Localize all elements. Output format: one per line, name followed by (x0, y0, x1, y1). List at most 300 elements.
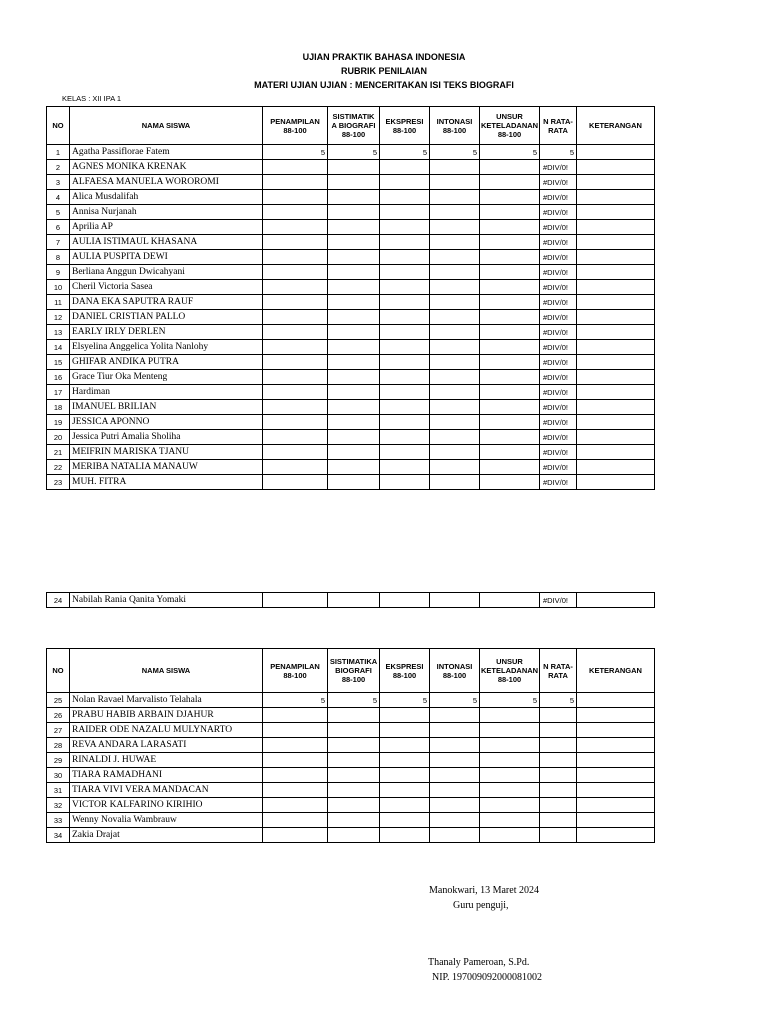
cell-ekspresi (380, 295, 430, 310)
cell-no: 9 (47, 265, 70, 280)
score-table-3 (46, 648, 655, 843)
cell-intonasi (430, 783, 480, 798)
cell-unsur (480, 593, 540, 608)
cell-penampilan (263, 738, 328, 753)
cell-rata (540, 828, 577, 843)
cell-name: AGNES MONIKA KRENAK (70, 160, 263, 175)
cell-name: DANA EKA SAPUTRA RAUF (70, 295, 263, 310)
cell-keterangan (577, 460, 655, 475)
cell-unsur (480, 738, 540, 753)
table-row (47, 475, 655, 490)
cell-name: Annisa Nurjanah (70, 205, 263, 220)
cell-sistematika (328, 370, 380, 385)
cell-intonasi (430, 340, 480, 355)
cell-unsur (480, 340, 540, 355)
cell-ekspresi (380, 400, 430, 415)
cell-ekspresi (380, 460, 430, 475)
doc-title: UJIAN PRAKTIK BAHASA INDONESIA (302, 52, 466, 62)
cell-keterangan (577, 235, 655, 250)
cell-sistematika (328, 430, 380, 445)
cell-rata (540, 783, 577, 798)
cell-keterangan (577, 783, 655, 798)
cell-intonasi (430, 723, 480, 738)
cell-ekspresi (380, 415, 430, 430)
cell-keterangan (577, 310, 655, 325)
cell-penampilan (263, 250, 328, 265)
cell-rata (540, 813, 577, 828)
cell-ekspresi (380, 445, 430, 460)
cell-keterangan (577, 593, 655, 608)
cell-ekspresi (380, 190, 430, 205)
cell-sistematika (328, 593, 380, 608)
cell-keterangan (577, 828, 655, 843)
table-row (47, 220, 655, 235)
cell-ekspresi (380, 325, 430, 340)
cell-rata: #DIV/0! (540, 220, 577, 235)
table-row (47, 708, 655, 723)
cell-unsur (480, 445, 540, 460)
cell-keterangan (577, 723, 655, 738)
cell-keterangan (577, 250, 655, 265)
col-unsur: UNSUR KETELADANAN 88-100 (480, 107, 540, 145)
cell-name: Berliana Anggun Dwicahyani (70, 265, 263, 280)
cell-keterangan (577, 265, 655, 280)
cell-unsur (480, 783, 540, 798)
cell-penampilan (263, 445, 328, 460)
cell-sistematika (328, 235, 380, 250)
cell-name: RINALDI J. HUWAE (70, 753, 263, 768)
cell-no: 28 (47, 738, 70, 753)
cell-sistematika (328, 708, 380, 723)
cell-name: Nabilah Rania Qanita Yomaki (70, 593, 263, 608)
cell-no: 15 (47, 355, 70, 370)
cell-ekspresi (380, 430, 430, 445)
cell-penampilan (263, 340, 328, 355)
cell-ekspresi: 5 (380, 145, 430, 160)
cell-ekspresi (380, 175, 430, 190)
col-ekspresi: EKSPRESI 88-100 (380, 107, 430, 145)
cell-unsur (480, 415, 540, 430)
cell-sistematika (328, 445, 380, 460)
cell-penampilan (263, 295, 328, 310)
cell-no: 27 (47, 723, 70, 738)
cell-rata (540, 768, 577, 783)
cell-no: 19 (47, 415, 70, 430)
cell-rata: #DIV/0! (540, 205, 577, 220)
cell-rata: #DIV/0! (540, 445, 577, 460)
cell-unsur (480, 708, 540, 723)
cell-no: 11 (47, 295, 70, 310)
cell-sistematika: 5 (328, 145, 380, 160)
cell-sistematika (328, 160, 380, 175)
cell-no: 25 (47, 693, 70, 708)
signature-place-date: Manokwari, 13 Maret 2024 (429, 885, 539, 896)
cell-sistematika (328, 325, 380, 340)
table-row (47, 340, 655, 355)
cell-penampilan (263, 370, 328, 385)
cell-penampilan (263, 768, 328, 783)
table-row (47, 753, 655, 768)
table-row (47, 280, 655, 295)
cell-ekspresi (380, 340, 430, 355)
cell-intonasi (430, 813, 480, 828)
cell-unsur (480, 235, 540, 250)
cell-unsur (480, 828, 540, 843)
cell-keterangan (577, 325, 655, 340)
cell-intonasi (430, 768, 480, 783)
cell-no: 26 (47, 708, 70, 723)
table-row (47, 250, 655, 265)
cell-unsur (480, 460, 540, 475)
cell-penampilan (263, 430, 328, 445)
cell-penampilan (263, 220, 328, 235)
cell-intonasi (430, 190, 480, 205)
table-row (47, 813, 655, 828)
cell-sistematika (328, 723, 380, 738)
cell-penampilan (263, 355, 328, 370)
cell-no: 7 (47, 235, 70, 250)
cell-intonasi: 5 (430, 693, 480, 708)
cell-keterangan (577, 708, 655, 723)
cell-name: Grace Tiur Oka Menteng (70, 370, 263, 385)
col-sistematika: SISTIMATIKA BIOGRAFI 88-100 (328, 649, 380, 693)
doc-subtitle: RUBRIK PENILAIAN (340, 66, 427, 76)
cell-penampilan (263, 385, 328, 400)
cell-unsur (480, 265, 540, 280)
cell-ekspresi (380, 265, 430, 280)
table-row (47, 205, 655, 220)
cell-intonasi (430, 175, 480, 190)
cell-no: 34 (47, 828, 70, 843)
cell-rata (540, 753, 577, 768)
table-row (47, 295, 655, 310)
cell-name: Alica Musdalifah (70, 190, 263, 205)
cell-ekspresi (380, 385, 430, 400)
cell-rata: #DIV/0! (540, 593, 577, 608)
cell-ekspresi (380, 738, 430, 753)
cell-unsur (480, 190, 540, 205)
table-row (47, 768, 655, 783)
col-rata: N RATA-RATA (540, 107, 577, 145)
col-penampilan: PENAMPILAN 88-100 (263, 649, 328, 693)
col-no: NO (47, 107, 70, 145)
cell-keterangan (577, 205, 655, 220)
cell-sistematika (328, 768, 380, 783)
cell-name: IMANUEL BRILIAN (70, 400, 263, 415)
cell-no: 32 (47, 798, 70, 813)
cell-ekspresi (380, 355, 430, 370)
cell-no: 31 (47, 783, 70, 798)
cell-name: MEIFRIN MARISKA TJANU (70, 445, 263, 460)
cell-sistematika (328, 205, 380, 220)
cell-penampilan (263, 783, 328, 798)
table-header-row (47, 649, 655, 693)
cell-unsur (480, 220, 540, 235)
cell-sistematika (328, 220, 380, 235)
cell-penampilan (263, 205, 328, 220)
cell-unsur (480, 813, 540, 828)
cell-unsur (480, 160, 540, 175)
cell-unsur (480, 768, 540, 783)
cell-no: 2 (47, 160, 70, 175)
cell-rata: #DIV/0! (540, 430, 577, 445)
cell-intonasi (430, 738, 480, 753)
cell-penampilan (263, 593, 328, 608)
cell-ekspresi (380, 205, 430, 220)
cell-penampilan (263, 723, 328, 738)
cell-sistematika (328, 415, 380, 430)
cell-no: 1 (47, 145, 70, 160)
cell-keterangan (577, 175, 655, 190)
cell-name: Aprilia AP (70, 220, 263, 235)
cell-no: 21 (47, 445, 70, 460)
table-row (47, 415, 655, 430)
cell-unsur (480, 475, 540, 490)
cell-unsur (480, 280, 540, 295)
cell-keterangan (577, 190, 655, 205)
cell-keterangan (577, 813, 655, 828)
cell-no: 23 (47, 475, 70, 490)
cell-unsur (480, 753, 540, 768)
cell-no: 3 (47, 175, 70, 190)
cell-unsur (480, 250, 540, 265)
cell-name: Agatha Passiflorae Fatem (70, 145, 263, 160)
cell-no: 29 (47, 753, 70, 768)
cell-keterangan (577, 160, 655, 175)
cell-name: Cheril Victoria Sasea (70, 280, 263, 295)
cell-no: 17 (47, 385, 70, 400)
class-label: KELAS : XII IPA 1 (62, 94, 122, 103)
cell-penampilan: 5 (263, 145, 328, 160)
cell-unsur (480, 205, 540, 220)
cell-penampilan (263, 475, 328, 490)
cell-penampilan: 5 (263, 693, 328, 708)
cell-ekspresi (380, 768, 430, 783)
cell-sistematika (328, 190, 380, 205)
cell-intonasi (430, 160, 480, 175)
table-row (47, 145, 655, 160)
cell-intonasi (430, 325, 480, 340)
cell-penampilan (263, 235, 328, 250)
cell-unsur (480, 310, 540, 325)
col-intonasi: INTONASI 88-100 (430, 649, 480, 693)
cell-keterangan (577, 355, 655, 370)
cell-intonasi (430, 445, 480, 460)
cell-penampilan (263, 265, 328, 280)
cell-ekspresi (380, 220, 430, 235)
cell-rata: #DIV/0! (540, 265, 577, 280)
signature-nip: NIP. 197009092000081002 (432, 972, 543, 983)
cell-name: AULIA ISTIMAUL KHASANA (70, 235, 263, 250)
cell-keterangan (577, 445, 655, 460)
cell-penampilan (263, 175, 328, 190)
cell-intonasi (430, 220, 480, 235)
cell-sistematika (328, 295, 380, 310)
cell-no: 33 (47, 813, 70, 828)
cell-unsur (480, 325, 540, 340)
cell-penampilan (263, 813, 328, 828)
table-row (47, 783, 655, 798)
cell-ekspresi (380, 280, 430, 295)
cell-rata: #DIV/0! (540, 475, 577, 490)
cell-rata: #DIV/0! (540, 175, 577, 190)
cell-intonasi (430, 415, 480, 430)
cell-penampilan (263, 753, 328, 768)
cell-sistematika (328, 310, 380, 325)
cell-sistematika: 5 (328, 693, 380, 708)
cell-sistematika (328, 280, 380, 295)
cell-penampilan (263, 798, 328, 813)
cell-intonasi: 5 (430, 145, 480, 160)
cell-no: 24 (47, 593, 70, 608)
cell-name: EARLY IRLY DERLEN (70, 325, 263, 340)
cell-penampilan (263, 400, 328, 415)
cell-intonasi (430, 295, 480, 310)
cell-name: JESSICA APONNO (70, 415, 263, 430)
col-nama: NAMA SISWA (70, 649, 263, 693)
cell-name: ALFAESA MANUELA WOROROMI (70, 175, 263, 190)
cell-name: PRABU HABIB ARBAIN DJAHUR (70, 708, 263, 723)
cell-unsur (480, 295, 540, 310)
cell-name: MERIBA NATALIA MANAUW (70, 460, 263, 475)
cell-rata (540, 723, 577, 738)
cell-ekspresi (380, 798, 430, 813)
cell-keterangan (577, 280, 655, 295)
table-row (47, 430, 655, 445)
cell-intonasi (430, 355, 480, 370)
col-no: NO (47, 649, 70, 693)
col-nama: NAMA SISWA (70, 107, 263, 145)
cell-rata (540, 798, 577, 813)
table-row (47, 400, 655, 415)
cell-rata: 5 (540, 693, 577, 708)
cell-intonasi (430, 235, 480, 250)
table-row (47, 593, 655, 608)
cell-ekspresi (380, 723, 430, 738)
cell-rata: #DIV/0! (540, 190, 577, 205)
cell-penampilan (263, 310, 328, 325)
cell-name: GHIFAR ANDIKA PUTRA (70, 355, 263, 370)
score-table-2 (46, 592, 655, 608)
cell-rata (540, 738, 577, 753)
cell-name: Zakia Drajat (70, 828, 263, 843)
cell-penampilan (263, 828, 328, 843)
cell-unsur (480, 400, 540, 415)
cell-intonasi (430, 798, 480, 813)
cell-intonasi (430, 385, 480, 400)
cell-unsur (480, 430, 540, 445)
cell-sistematika (328, 340, 380, 355)
cell-no: 12 (47, 310, 70, 325)
cell-no: 16 (47, 370, 70, 385)
table-row (47, 460, 655, 475)
cell-unsur (480, 370, 540, 385)
cell-name: Hardiman (70, 385, 263, 400)
cell-ekspresi (380, 250, 430, 265)
cell-unsur (480, 385, 540, 400)
cell-name: TIARA RAMADHANI (70, 768, 263, 783)
cell-rata: #DIV/0! (540, 280, 577, 295)
cell-name: VICTOR KALFARINO KIRIHIO (70, 798, 263, 813)
table-row (47, 385, 655, 400)
cell-no: 18 (47, 400, 70, 415)
cell-keterangan (577, 145, 655, 160)
cell-keterangan (577, 753, 655, 768)
cell-keterangan (577, 220, 655, 235)
cell-unsur (480, 175, 540, 190)
table-row (47, 445, 655, 460)
cell-rata: #DIV/0! (540, 400, 577, 415)
cell-name: Jessica Putri Amalia Sholiha (70, 430, 263, 445)
cell-no: 14 (47, 340, 70, 355)
cell-ekspresi (380, 813, 430, 828)
cell-sistematika (328, 738, 380, 753)
col-penampilan: PENAMPILAN 88-100 (263, 107, 328, 145)
cell-intonasi (430, 753, 480, 768)
cell-unsur (480, 723, 540, 738)
cell-ekspresi (380, 160, 430, 175)
signature-role: Guru penguji, (453, 900, 509, 911)
cell-keterangan (577, 370, 655, 385)
col-intonasi: INTONASI 88-100 (430, 107, 480, 145)
cell-ekspresi (380, 783, 430, 798)
cell-penampilan (263, 708, 328, 723)
cell-keterangan (577, 415, 655, 430)
cell-ekspresi (380, 593, 430, 608)
cell-keterangan (577, 475, 655, 490)
cell-keterangan (577, 295, 655, 310)
cell-intonasi (430, 370, 480, 385)
cell-rata: #DIV/0! (540, 250, 577, 265)
table-row (47, 723, 655, 738)
cell-penampilan (263, 280, 328, 295)
cell-rata: #DIV/0! (540, 370, 577, 385)
cell-no: 4 (47, 190, 70, 205)
cell-no: 20 (47, 430, 70, 445)
cell-intonasi (430, 205, 480, 220)
table-row (47, 235, 655, 250)
cell-intonasi (430, 400, 480, 415)
table-row (47, 175, 655, 190)
cell-name: AULIA PUSPITA DEWI (70, 250, 263, 265)
table-row (47, 355, 655, 370)
col-sistematika: SISTIMATIK A BIOGRAFI 88-100 (328, 107, 380, 145)
table-header-row (47, 107, 655, 145)
col-keterangan: KETERANGAN (577, 649, 655, 693)
cell-penampilan (263, 190, 328, 205)
cell-sistematika (328, 355, 380, 370)
cell-keterangan (577, 768, 655, 783)
cell-sistematika (328, 385, 380, 400)
cell-sistematika (328, 175, 380, 190)
cell-ekspresi (380, 828, 430, 843)
cell-rata: #DIV/0! (540, 415, 577, 430)
cell-ekspresi (380, 708, 430, 723)
cell-ekspresi (380, 370, 430, 385)
score-table-1 (46, 106, 655, 490)
cell-name: DANIEL CRISTIAN PALLO (70, 310, 263, 325)
cell-sistematika (328, 400, 380, 415)
cell-ekspresi (380, 753, 430, 768)
cell-keterangan (577, 738, 655, 753)
cell-penampilan (263, 415, 328, 430)
table-row (47, 310, 655, 325)
cell-intonasi (430, 460, 480, 475)
cell-intonasi (430, 310, 480, 325)
cell-keterangan (577, 693, 655, 708)
cell-keterangan (577, 430, 655, 445)
cell-ekspresi (380, 310, 430, 325)
